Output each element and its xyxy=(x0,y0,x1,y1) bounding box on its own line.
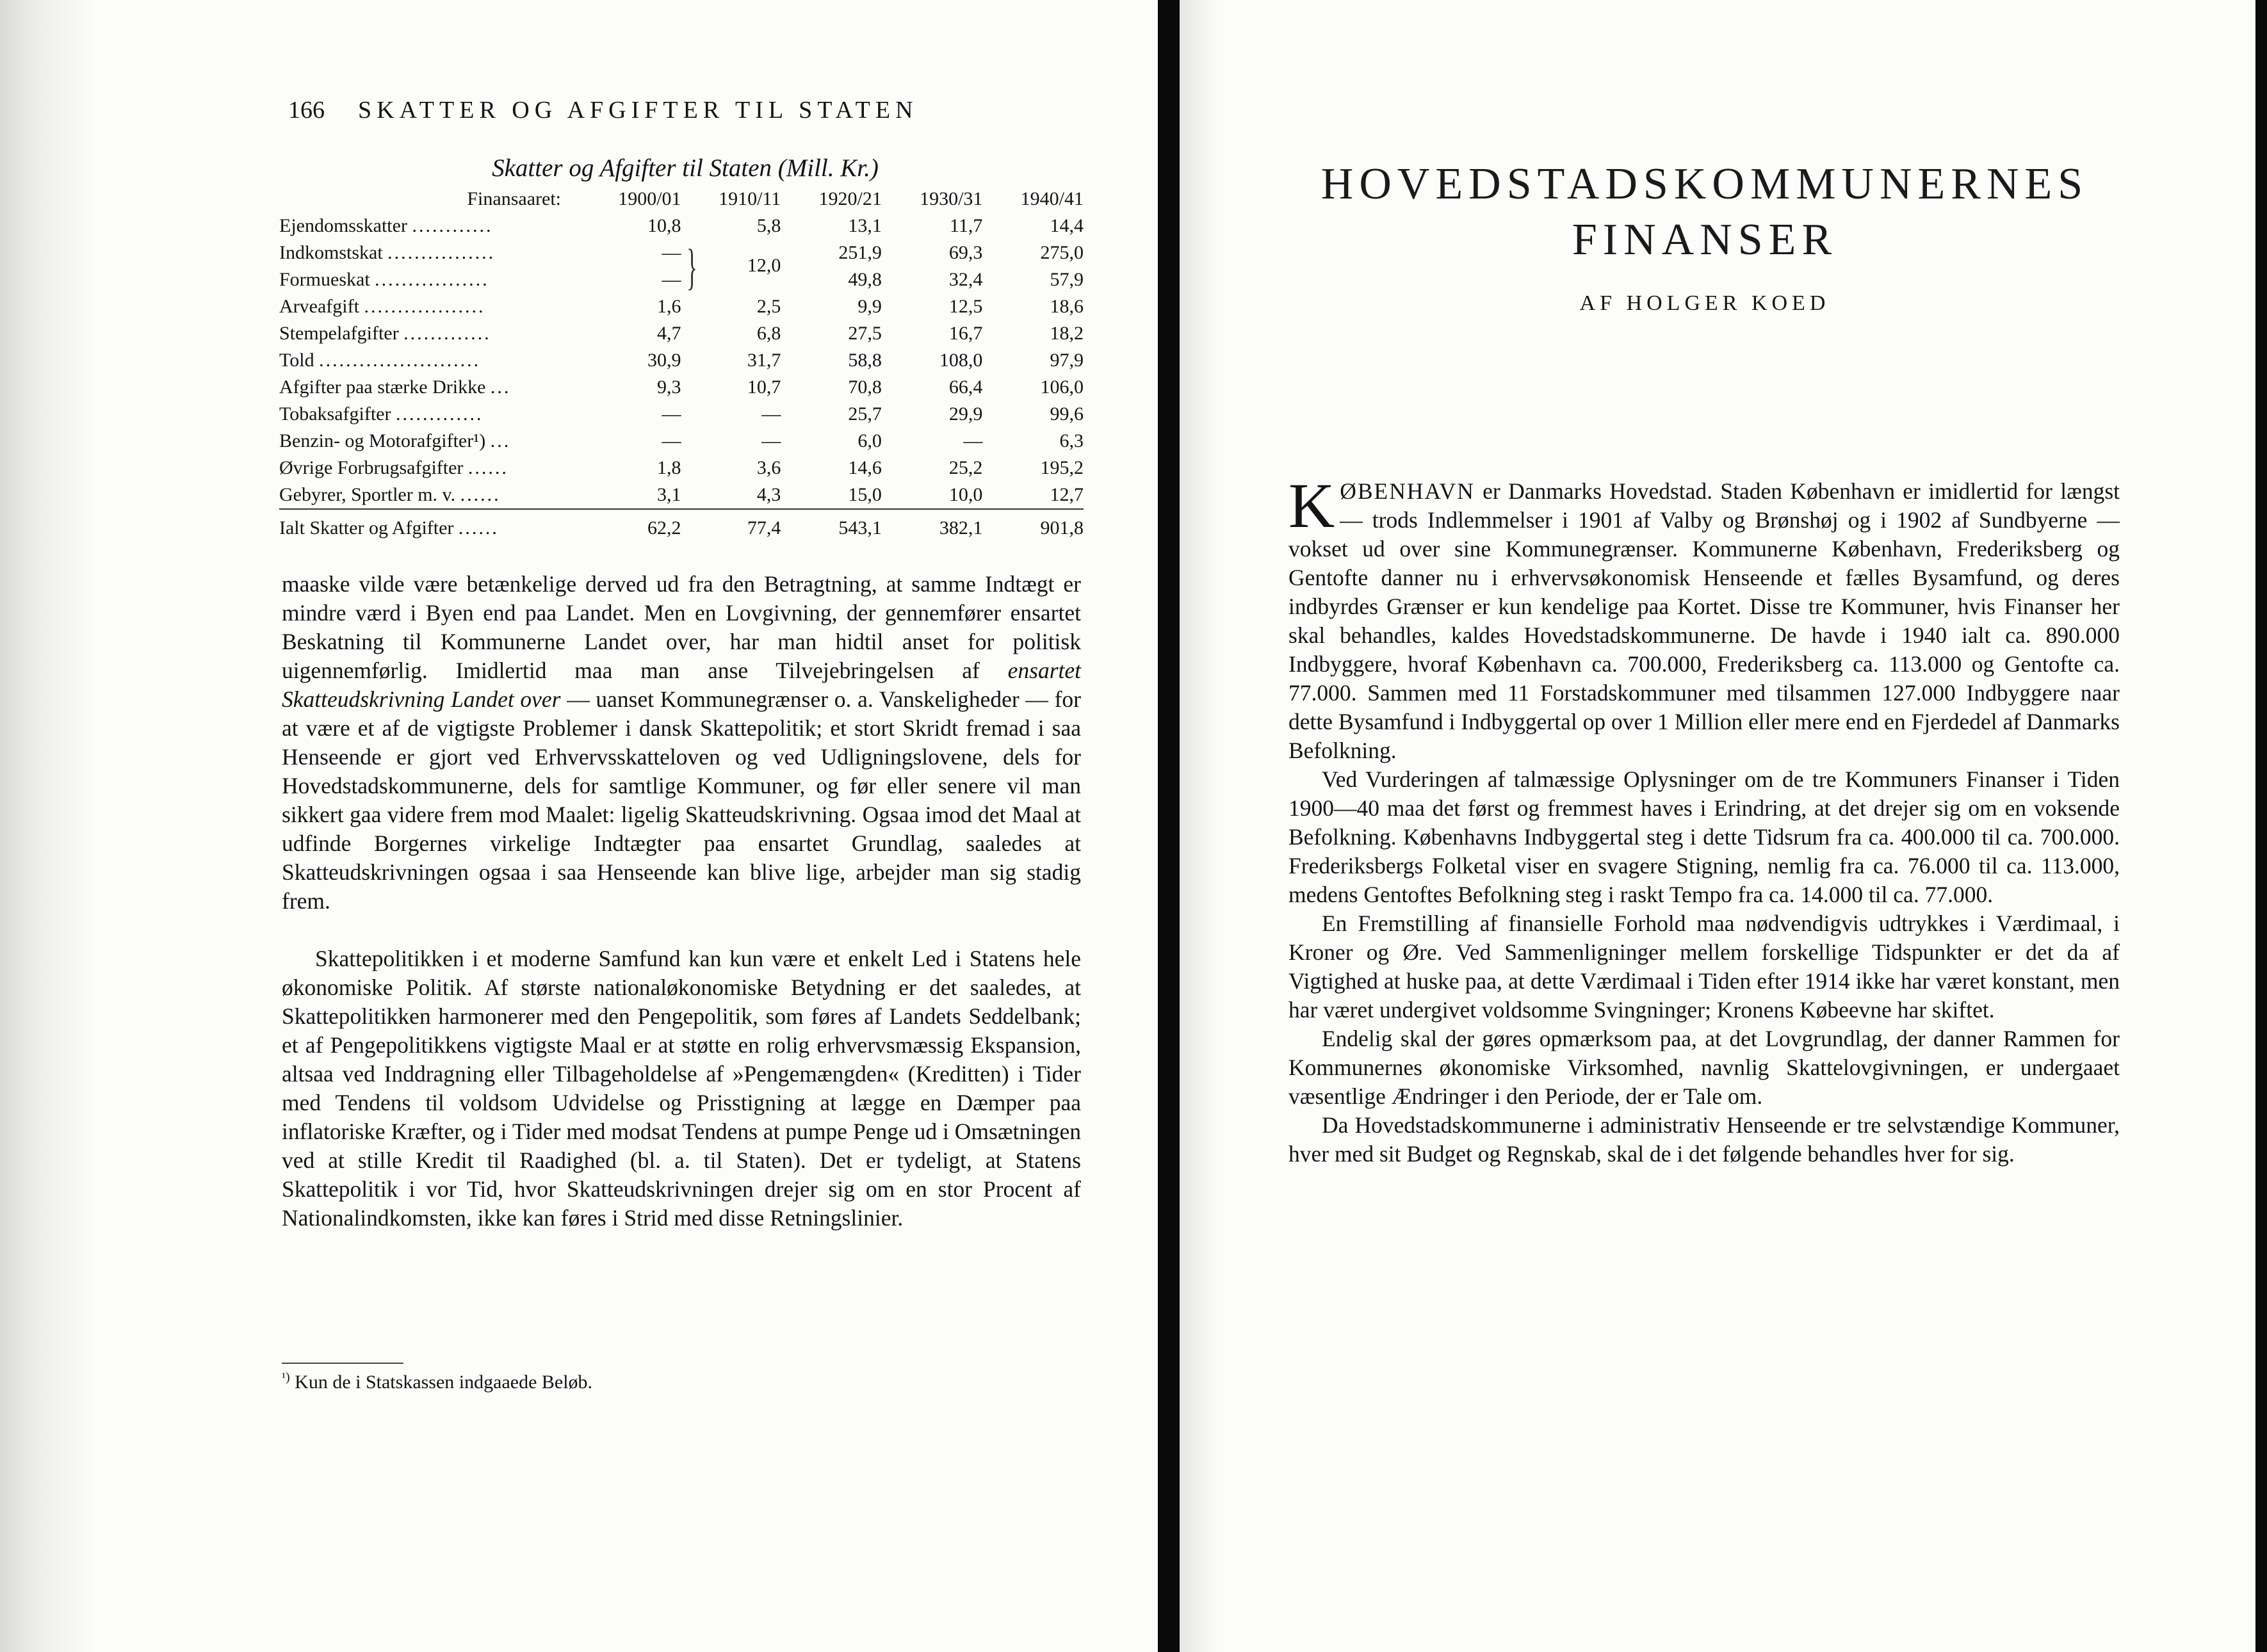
table-cell: — xyxy=(662,242,681,263)
page-edge-shadow xyxy=(0,0,96,1652)
table-cell: 25,2 xyxy=(948,457,983,478)
table-row xyxy=(279,428,1084,455)
table-cell: 30,9 xyxy=(647,350,681,371)
table-cell: 195,2 xyxy=(1040,457,1084,478)
table-title: Skatter og Afgifter til Staten (Mill. Kr.) xyxy=(492,154,879,182)
row-label-text: Ialt Skatter og Afgifter xyxy=(279,517,454,539)
table-row xyxy=(279,482,1084,509)
running-head-title: SKATTER OG AFGIFTER TIL STATEN xyxy=(358,97,918,124)
table-cell: 70,8 xyxy=(848,377,882,398)
tax-table xyxy=(279,186,1084,542)
table-cell: 18,6 xyxy=(1050,296,1084,317)
footnote-text: Kun de i Statskassen indgaaede Beløb. xyxy=(289,1372,593,1393)
row-label xyxy=(279,401,580,428)
paragraph: Endelig skal der gøres opmærksom paa, at det Lovgrundlag, der danner Rammen for Kommunernes økonomiske Virksomhed, navnlig Skattelovgivningen, er undergaaet væsentlige Ændringer i den Periode, der er Tale om. xyxy=(1288,1026,2120,1109)
table-cell: 14,4 xyxy=(1050,215,1084,236)
table-cell: 18,2 xyxy=(1050,323,1084,344)
left-body-text xyxy=(282,570,1081,1233)
table-row xyxy=(279,293,1084,320)
table-cell: 901,8 xyxy=(982,509,1084,542)
table-header-row xyxy=(279,186,1084,213)
row-label xyxy=(279,293,580,320)
table-cell: 251,9 xyxy=(838,242,882,263)
table-cell: 10,8 xyxy=(647,215,681,236)
paragraph: Skattepolitikken i et moderne Samfund kan kun være et enkelt Led i Statens hele økonomiske Politik. Af største nationaløkonomiske Betydning er det saaledes, at Skattepolitikken harmonerer med den Pengepolitik, som føres af Landets Seddelbank; et af Pengepolitikkens vigtigste Maal er at støtte en rolig erhvervsmæssig Ekspansion, altsaa ved Inddragning eller Tilbageholdelse af »Pengemængden« (Kreditten) i Tider med Tendens til voldsom Udvidelse og Prisstigning at lægge en Dæmper paa inflatoriske Kræfter, og i Tider med modsat Tendens at pumpe Penge ud i Omsætningen ved at stille Kredit til Raadighed (bl. a. til Staten). Det er tydeligt, at Statens Skattepolitik i vor Tid, hvor Skatteudskrivningen drejer sig om en stor Procent af Nationalindkomsten, ikke kan føres i Strid med disse Retningslinier. xyxy=(282,946,1081,1231)
row-label-text: Tobaksafgifter xyxy=(279,403,391,425)
table-cell: 57,9 xyxy=(1050,269,1084,290)
leader-dots: ...... xyxy=(460,484,501,505)
table-cell: 13,1 xyxy=(848,215,882,236)
first-word: ØBENHAVN xyxy=(1340,478,1475,504)
table-cell: 9,9 xyxy=(857,296,882,317)
table-cell: — xyxy=(662,269,681,290)
table-cell: 10,7 xyxy=(747,377,781,398)
leader-dots: ... xyxy=(490,430,511,451)
table-cell: 99,6 xyxy=(1050,403,1084,425)
table-cell: 62,2 xyxy=(580,509,681,542)
year-header: 1920/21 xyxy=(818,188,882,209)
merged-cell xyxy=(681,239,781,293)
year-header: 1900/01 xyxy=(618,188,681,209)
year-header: 1930/31 xyxy=(920,188,983,209)
right-body-text xyxy=(1288,470,2120,1169)
table-row xyxy=(279,374,1084,401)
row-label-text: Ejendomsskatter xyxy=(279,215,407,236)
table-row xyxy=(279,239,1084,266)
brace-glyph: } xyxy=(686,239,697,295)
table-row xyxy=(279,401,1084,428)
row-label-text: Gebyrer, Sportler m. v. xyxy=(279,484,456,505)
leader-dots: ............ xyxy=(412,215,493,236)
paragraph: En Fremstilling af finansielle Forhold maa nødvendigvis udtrykkes i Værdimaal, i Kroner og Øre. Ved Sammenligninger mellem forskellige Tidspunkter er det da af Vigtighed at huske paa, at dette Værdimaal i Tiden efter 1914 ikke har været konstant, men har været undergivet voldsomme Svingninger; Kronens Købeevne har skiftet. xyxy=(1288,911,2120,1023)
row-label xyxy=(279,320,580,347)
table-cell: — xyxy=(662,430,681,451)
text-run: er Danmarks Hovedstad. Staden København er imidlertid for længst — trods Indlemmelser i 1901 af Valby og Brønshøj og i 1902 af Sundbyerne — vokset ud over sine Kommunegrænser. Kommunerne København, Frederiksberg og Gentofte danner nu i erhvervsøkonomisk Henseende et fælles Bysamfund, og deres indbyrdes Grænser er kun kendelige paa Kortet. Disse tre Kommuner, hvis Finanser her skal behandles, kaldes Hovedstadskommunerne. De havde i 1940 ialt ca. 890.000 Indbyggere, hvoraf København ca. 700.000, Frederiksberg ca. 113.000 og Gentofte ca. 77.000. Sammen med 11 Forstadskommuner med tilsammen 127.000 Indbyggere naar dette Bysamfund i Indbyggertal op over 1 Million eller mere end en Fjerdedel af Danmarks Befolkning. xyxy=(1288,478,2120,763)
emphasis: ensartet Skatteudskrivning Landet over xyxy=(282,658,1081,712)
table-cell: 3,6 xyxy=(756,457,781,478)
table-cell: 106,0 xyxy=(1040,377,1084,398)
table-cell: 1,6 xyxy=(657,296,681,317)
table-cell: 27,5 xyxy=(848,323,882,344)
year-header: 1940/41 xyxy=(1020,188,1084,209)
table-cell: 66,4 xyxy=(948,377,983,398)
table-cell: 29,9 xyxy=(948,403,983,425)
table-cell: 4,3 xyxy=(756,484,781,505)
table-cell: 12,5 xyxy=(948,296,983,317)
table-cell: 69,3 xyxy=(948,242,983,263)
table-total-row xyxy=(279,509,1084,542)
table-cell: 2,5 xyxy=(756,296,781,317)
row-label-text: Arveafgift xyxy=(279,296,359,317)
table-cell: 12,7 xyxy=(1050,484,1084,505)
header-label: Finansaaret: xyxy=(467,188,561,209)
table-row xyxy=(279,320,1084,347)
table-cell: 1,8 xyxy=(657,457,681,478)
table-row xyxy=(279,455,1084,482)
table-cell: 382,1 xyxy=(882,509,983,542)
chapter-title-line-1: HOVEDSTADSKOMMUNERNES xyxy=(1320,159,2089,209)
page-edge-shadow xyxy=(1180,0,1218,1652)
merged-value: 12,0 xyxy=(747,255,781,276)
text-run: — uanset Kommunegrænser o. a. Vanskeligheder — for at være et af de vigtigste Problemer i dansk Skattepolitik; et stort Skridt fremad i saa Henseende er gjort ved Erhvervsskatteloven og ved Udligningslovene, dels for Hovedstadskommunerne, dels for samtlige Kommuner, og før eller senere vil man sikkert gaa videre frem mod Maalet: ligelig Skatteudskrivning. Ogsaa imod det Maal at udfinde Borgernes virkelige Indtægter paa ensartet Grundlag, saaledes at Skatteudskrivningen ogsaa i saa Henseende kan blive lige, arbejder man sig stadig frem. xyxy=(282,686,1081,914)
table-cell: 11,7 xyxy=(950,215,983,236)
leader-dots: ........................ xyxy=(319,350,481,371)
leader-dots: .................. xyxy=(364,296,485,317)
table-cell: 543,1 xyxy=(781,509,882,542)
table-cell: 6,3 xyxy=(1059,430,1084,451)
leader-dots: ... xyxy=(490,377,511,398)
row-label-text: Formueskat xyxy=(279,269,370,290)
row-label xyxy=(279,239,580,266)
row-label xyxy=(279,428,580,455)
row-label-text: Stempelafgifter xyxy=(279,323,399,344)
table-cell: 97,9 xyxy=(1050,350,1084,371)
row-label xyxy=(279,482,580,509)
table-cell: 4,7 xyxy=(657,323,681,344)
table-cell: 275,0 xyxy=(1040,242,1084,263)
paragraph xyxy=(1288,470,2120,765)
table-cell: 108,0 xyxy=(939,350,983,371)
leader-dots: ...... xyxy=(467,457,508,478)
row-label xyxy=(279,347,580,374)
leader-dots: ...... xyxy=(458,517,499,539)
text-run: maaske vilde være betænkelige derved ud fra den Betragtning, at samme Indtægt er mindre værd i Byen end paa Landet. Men en Lovgivning, der gennemfører ensartet Beskatning til Kommunerne Landet over, har man hidtil anset for politisk uigennemførlig. Imidlertid maa man anse Tilvejebringelsen af xyxy=(282,571,1081,683)
table-cell: 16,7 xyxy=(948,323,983,344)
footnote-mark: ¹) xyxy=(282,1370,290,1384)
row-label xyxy=(279,213,580,239)
table-cell: 25,7 xyxy=(848,403,882,425)
row-label-text: Benzin- og Motorafgifter¹) xyxy=(279,430,486,451)
row-label xyxy=(279,374,580,401)
table-cell: — xyxy=(963,430,983,451)
row-label-text: Øvrige Forbrugsafgifter xyxy=(279,457,464,478)
row-label xyxy=(279,266,580,293)
author-byline: AF HOLGER KOED xyxy=(1579,291,1830,315)
row-label-text: Afgifter paa stærke Drikke xyxy=(279,377,486,398)
table-cell: 6,8 xyxy=(756,323,781,344)
row-label-text: Told xyxy=(279,350,314,371)
table-cell: 77,4 xyxy=(681,509,781,542)
table-row xyxy=(279,213,1084,239)
year-header: 1910/11 xyxy=(719,188,781,209)
running-head xyxy=(288,96,1082,124)
table-cell: 14,6 xyxy=(848,457,882,478)
table-row xyxy=(279,347,1084,374)
leader-dots: ................. xyxy=(375,269,489,290)
footnote xyxy=(282,1370,986,1393)
chapter-title-line-2: FINANSER xyxy=(1572,215,1838,264)
table-cell: 6,0 xyxy=(857,430,882,451)
row-label-text: Indkomstskat xyxy=(279,242,383,263)
table-cell: 49,8 xyxy=(848,269,882,290)
table-cell: — xyxy=(761,430,781,451)
table-cell: 9,3 xyxy=(657,377,681,398)
footnote-divider xyxy=(282,1363,403,1364)
right-page xyxy=(1180,0,2255,1652)
table-cell: 58,8 xyxy=(848,350,882,371)
table-cell: — xyxy=(662,403,681,425)
row-label xyxy=(279,509,580,542)
leader-dots: ............. xyxy=(403,323,491,344)
leader-dots: ................ xyxy=(387,242,496,263)
table-cell: 3,1 xyxy=(657,484,681,505)
paragraph: Ved Vurderingen af talmæssige Oplysninger om de tre Kommuners Finanser i Tiden 1900—40 maa det først og fremmest haves i Erindring, at det drejer sig om en voksende Befolkning. Københavns Indbyggertal steg i dette Tidsrum fra ca. 400.000 til ca. 700.000. Frederiksbergs Folketal viser en svagere Stigning, nemlig fra ca. 76.000 til ca. 113.000, medens Gentoftes Befolkning steg i raskt Tempo fra ca. 14.000 til ca. 77.000. xyxy=(1288,766,2120,907)
table-cell: 5,8 xyxy=(756,215,781,236)
table-cell: — xyxy=(761,403,781,425)
paragraph xyxy=(282,570,1081,916)
table-cell: 10,0 xyxy=(948,484,983,505)
paragraph: Da Hovedstadskommunerne i administrativ Henseende er tre selvstændige Kommuner, hver med sit Budget og Regnskab, skal de i det følgende behandles hver for sig. xyxy=(1288,1112,2120,1167)
drop-cap: K xyxy=(1288,470,1335,541)
leader-dots: ............. xyxy=(396,403,483,425)
table-cell: 31,7 xyxy=(747,350,781,371)
page-number: 166 xyxy=(288,97,325,124)
row-label xyxy=(279,455,580,482)
table-cell: 15,0 xyxy=(848,484,882,505)
table-cell: 32,4 xyxy=(948,269,983,290)
